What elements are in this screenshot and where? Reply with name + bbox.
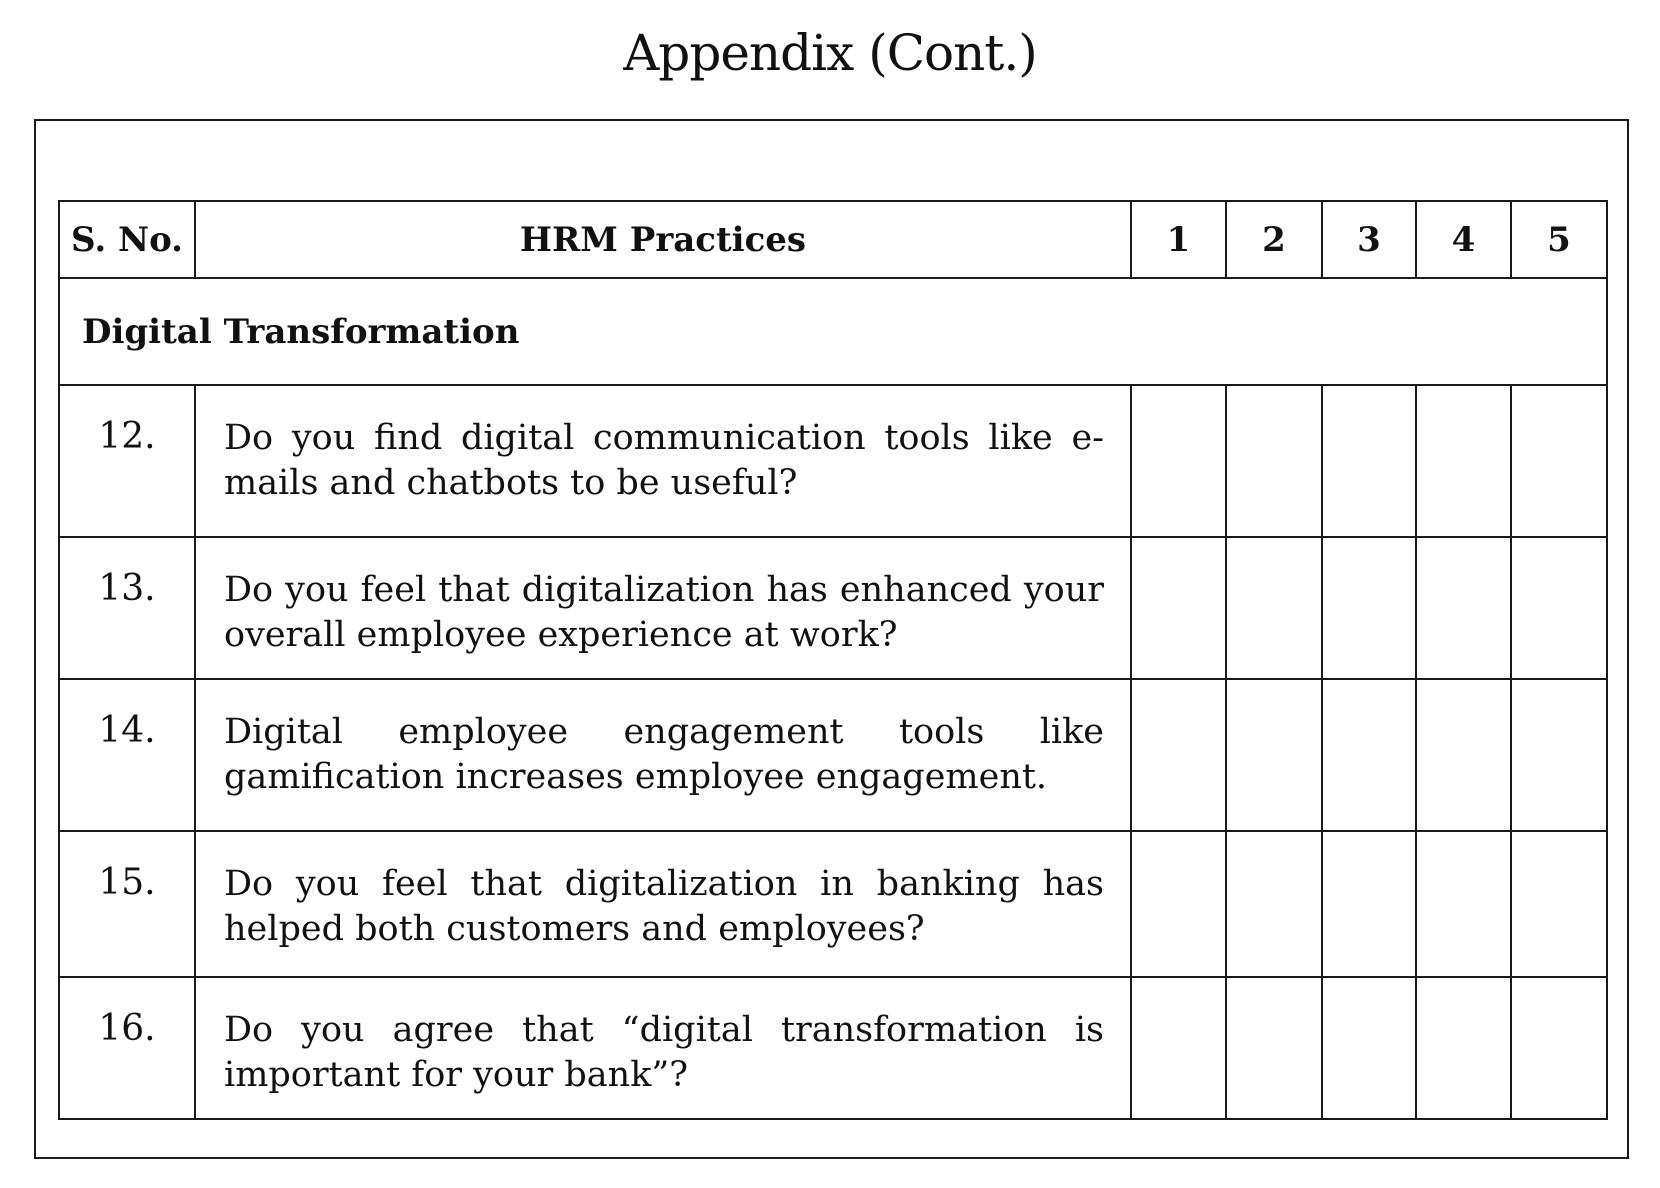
table-row bbox=[59, 537, 1607, 679]
scale-header-1: 1 bbox=[1131, 201, 1226, 278]
row-number: 12. bbox=[59, 385, 195, 537]
rating-cell-4[interactable] bbox=[1416, 679, 1511, 831]
rating-cell-4[interactable] bbox=[1416, 977, 1511, 1119]
question-text: Do you feel that digitalization has enhanced your overall employee experience at work? bbox=[195, 537, 1131, 679]
rating-cell-4[interactable] bbox=[1416, 385, 1511, 537]
table-row bbox=[59, 977, 1607, 1119]
rating-cell-1[interactable] bbox=[1131, 977, 1226, 1119]
question-text: Digital employee engagement tools like gamification increases employee engagement. bbox=[195, 679, 1131, 831]
table-row bbox=[59, 679, 1607, 831]
rating-cell-5[interactable] bbox=[1511, 977, 1607, 1119]
question-text: Do you find digital communication tools like e-mails and chatbots to be useful? bbox=[195, 385, 1131, 537]
rating-cell-3[interactable] bbox=[1322, 977, 1416, 1119]
section-heading: Digital Transformation bbox=[59, 278, 1607, 385]
rating-cell-4[interactable] bbox=[1416, 831, 1511, 977]
rating-cell-2[interactable] bbox=[1226, 537, 1322, 679]
question-text: Do you feel that digitalization in banking has helped both customers and employees? bbox=[195, 831, 1131, 977]
sno-header: S. No. bbox=[59, 201, 195, 278]
section-row bbox=[59, 278, 1607, 385]
rating-cell-3[interactable] bbox=[1322, 537, 1416, 679]
scale-header-5: 5 bbox=[1511, 201, 1607, 278]
row-number: 15. bbox=[59, 831, 195, 977]
rating-cell-5[interactable] bbox=[1511, 679, 1607, 831]
scale-header-2: 2 bbox=[1226, 201, 1322, 278]
practices-header: HRM Practices bbox=[195, 201, 1131, 278]
rating-cell-4[interactable] bbox=[1416, 537, 1511, 679]
rating-cell-1[interactable] bbox=[1131, 831, 1226, 977]
question-text: Do you agree that “digital transformation is important for your bank”? bbox=[195, 977, 1131, 1119]
rating-cell-2[interactable] bbox=[1226, 977, 1322, 1119]
rating-cell-3[interactable] bbox=[1322, 385, 1416, 537]
page-title: Appendix (Cont.) bbox=[623, 24, 1037, 82]
rating-cell-1[interactable] bbox=[1131, 679, 1226, 831]
rating-cell-3[interactable] bbox=[1322, 831, 1416, 977]
survey-table bbox=[58, 200, 1608, 1120]
row-number: 13. bbox=[59, 537, 195, 679]
header-row bbox=[59, 201, 1607, 278]
scale-header-4: 4 bbox=[1416, 201, 1511, 278]
rating-cell-5[interactable] bbox=[1511, 831, 1607, 977]
rating-cell-1[interactable] bbox=[1131, 537, 1226, 679]
rating-cell-2[interactable] bbox=[1226, 679, 1322, 831]
rating-cell-5[interactable] bbox=[1511, 385, 1607, 537]
table-row bbox=[59, 831, 1607, 977]
row-number: 16. bbox=[59, 977, 195, 1119]
rating-cell-5[interactable] bbox=[1511, 537, 1607, 679]
rating-cell-2[interactable] bbox=[1226, 385, 1322, 537]
rating-cell-2[interactable] bbox=[1226, 831, 1322, 977]
row-number: 14. bbox=[59, 679, 195, 831]
table-row bbox=[59, 385, 1607, 537]
scale-header-3: 3 bbox=[1322, 201, 1416, 278]
rating-cell-1[interactable] bbox=[1131, 385, 1226, 537]
rating-cell-3[interactable] bbox=[1322, 679, 1416, 831]
